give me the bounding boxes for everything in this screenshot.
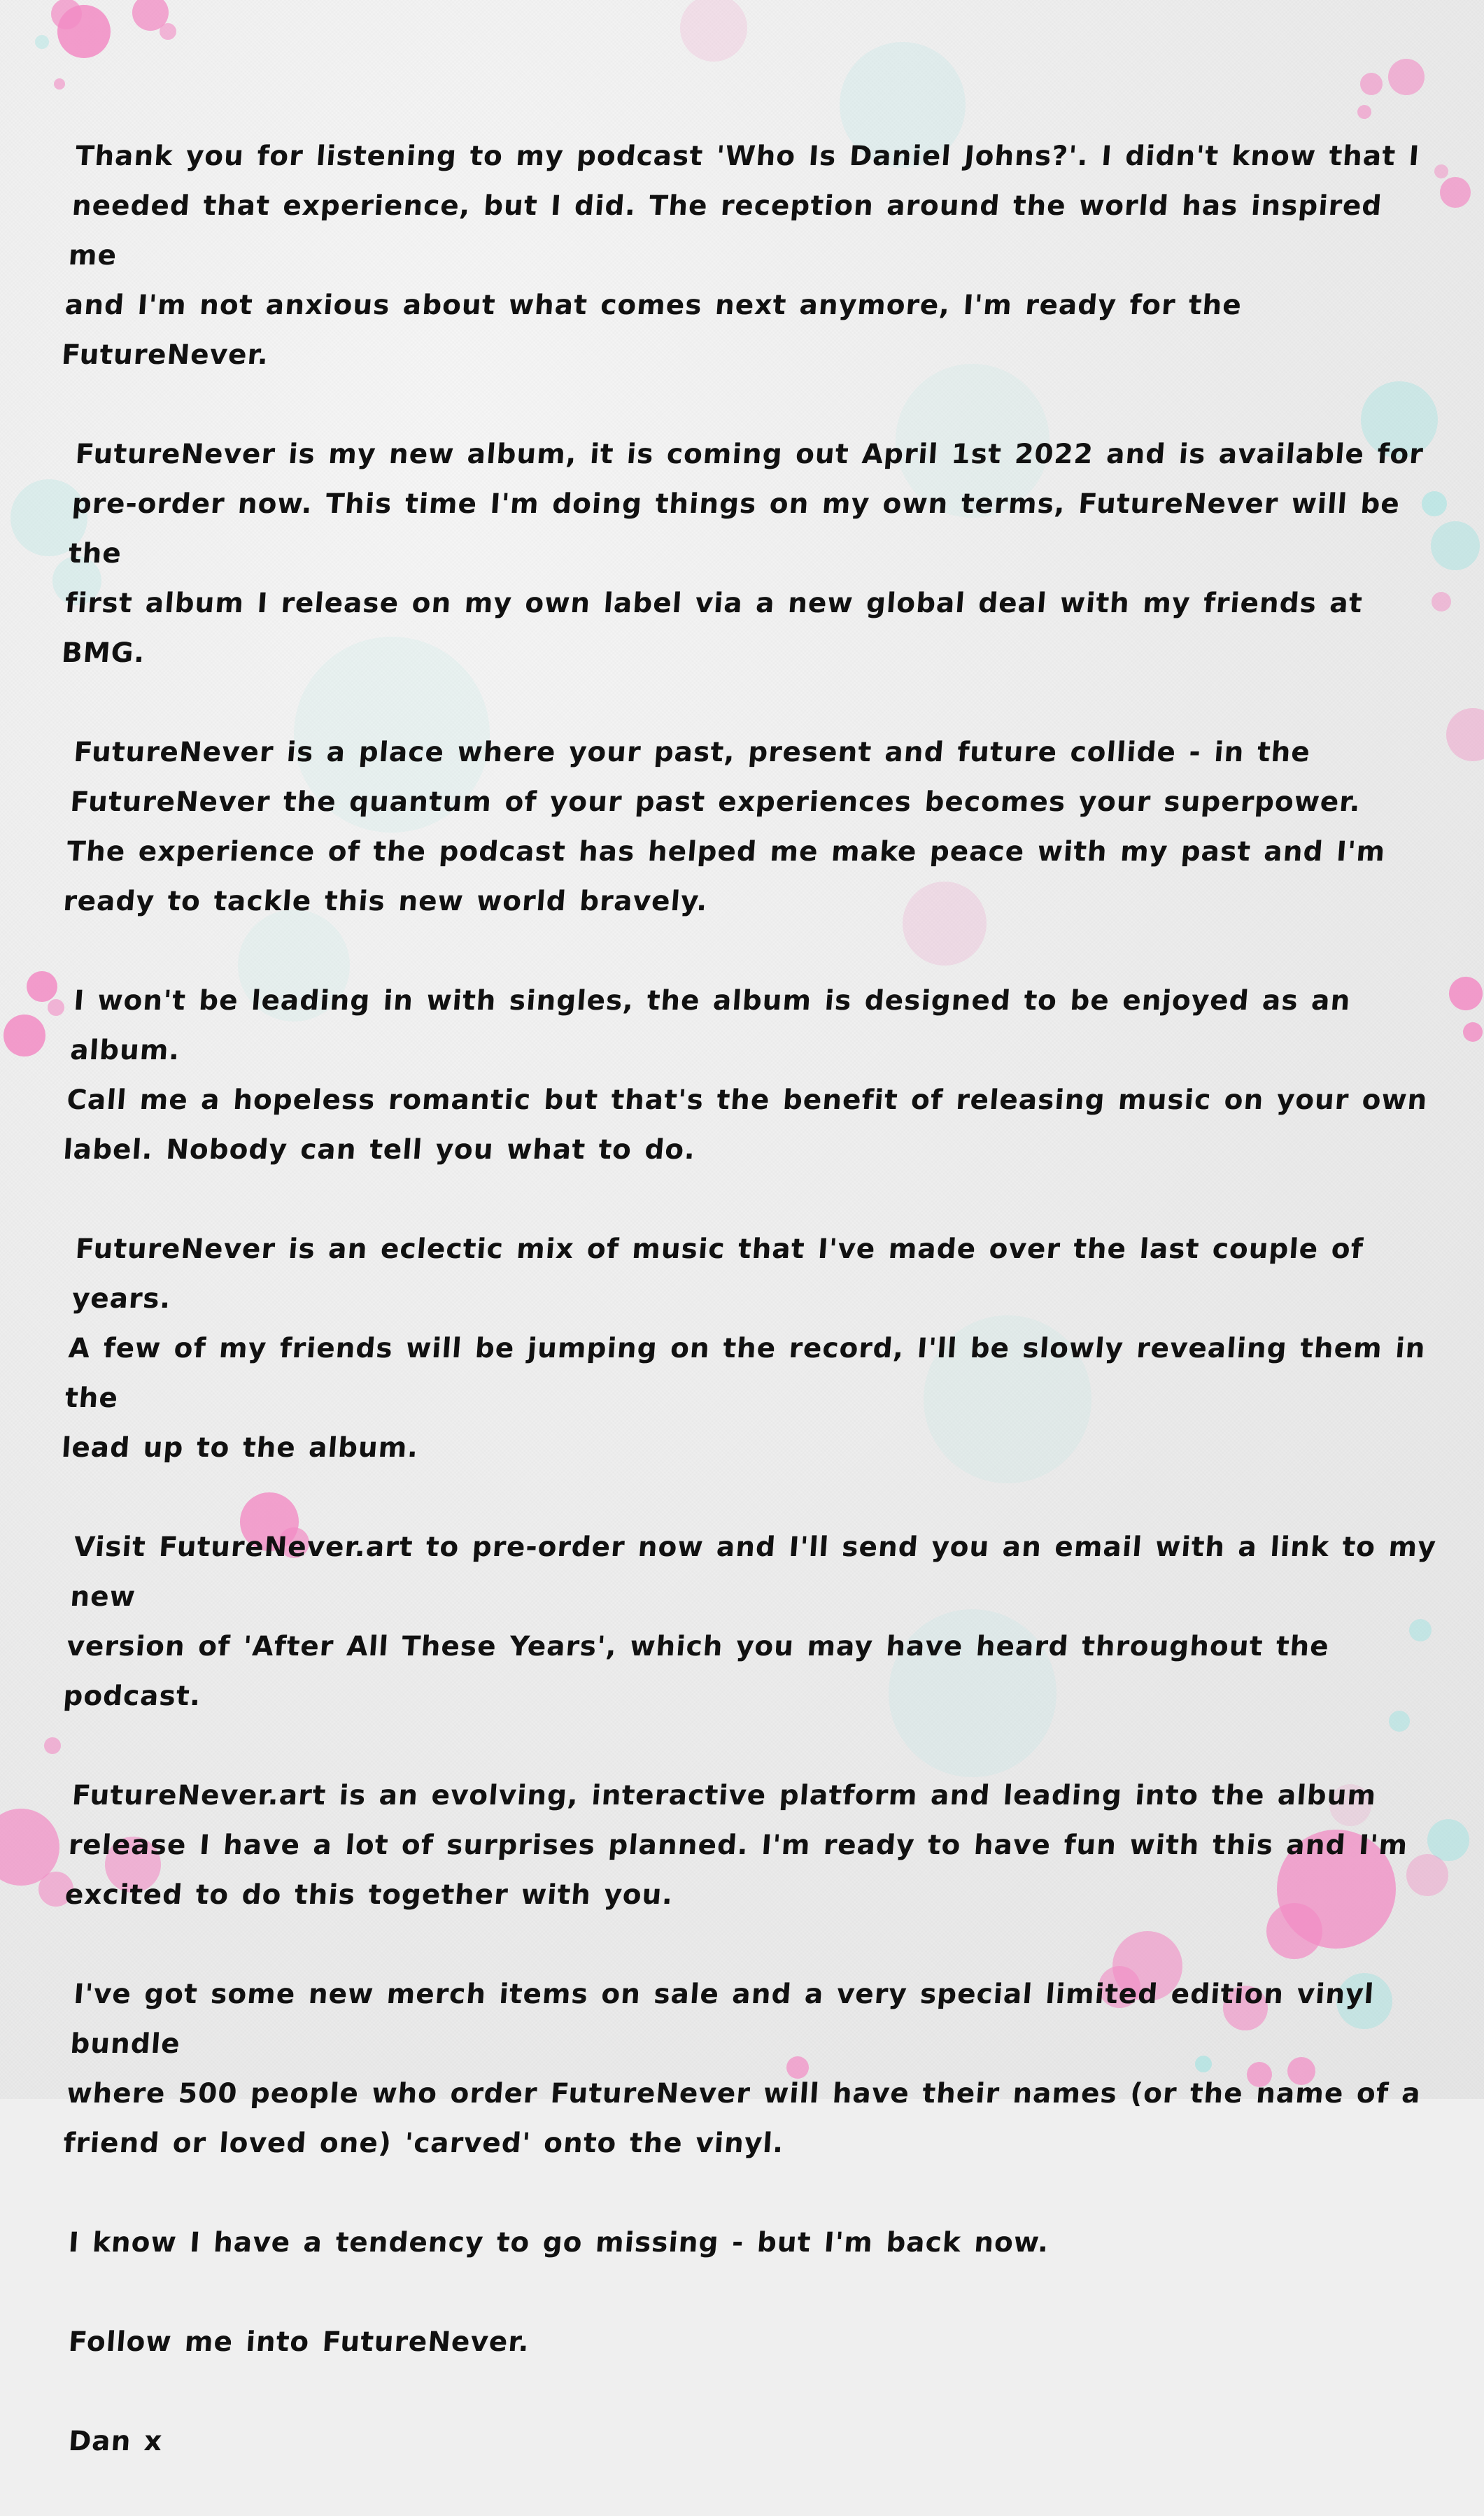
paragraph-album-announcement: FutureNever is my new album, it is coming out April 1st 2022 and is available for pre-order now. This time I'm doing things on my own terms, FutureNever will be the first album I release on my own label via a new global deal with my friends at BMG. bbox=[60, 439, 1425, 669]
paint-splatter-dot bbox=[51, 0, 82, 29]
paint-splatter-dot bbox=[54, 78, 65, 90]
paragraph-podcast-thanks: Thank you for listening to my podcast 'Who Is Daniel Johns?'. I didn't know that I needed that experience, but I did. The reception around the world has inspired me and I'm not anxious about what comes next anymore, I'm ready for the FutureNever. bbox=[60, 141, 1421, 371]
paragraph-merch-vinyl: I've got some new merch items on sale and a very special limited edition vinyl bundle where 500 people who order FutureNever will have their names (or the name of a friend or loved one) 'carved' onto the vinyl. bbox=[62, 1979, 1422, 2159]
paragraph-no-singles: I won't be leading in with singles, the album is designed to be enjoyed as an album. Call me a hopeless romantic but that's the benefit of releasing music on your own label. Nobody can tell you what to do. bbox=[62, 985, 1429, 1166]
paint-splatter-dot bbox=[1446, 708, 1484, 761]
paint-splatter-dot bbox=[3, 1015, 45, 1056]
paint-splatter-dot bbox=[1360, 73, 1383, 95]
paint-splatter-dot bbox=[44, 1737, 61, 1754]
signature: Dan x bbox=[67, 2426, 164, 2457]
paragraph-album-concept: FutureNever is a place where your past, present and future collide - in the FutureNever the quantum of your past experiences becomes your superpower. The experience of the podcast has helped me make peace with my past and I'm ready to tackle this new world bravely. bbox=[62, 737, 1387, 917]
paint-splatter-dot bbox=[27, 971, 57, 1002]
letter-body bbox=[60, 132, 1450, 2516]
paint-splatter-dot bbox=[1463, 1022, 1483, 1042]
paragraph-follow-me: Follow me into FutureNever. bbox=[67, 2326, 531, 2358]
paint-splatter-dot bbox=[1357, 105, 1371, 119]
paragraph-back-now: I know I have a tendency to go missing - but I'm back now. bbox=[67, 2227, 1050, 2259]
paint-splatter-dot bbox=[1388, 59, 1425, 95]
paint-splatter-dot bbox=[680, 0, 747, 62]
paint-splatter-dot bbox=[35, 35, 49, 49]
paragraph-eclectic-mix: FutureNever is an eclectic mix of music that I've made over the last couple of years. A few of my friends will be jumping on the record, I'll be slowly revealing them in the lead up to the album. bbox=[60, 1234, 1440, 1464]
paint-splatter-dot bbox=[48, 999, 64, 1016]
paragraph-preorder-link: Visit FutureNever.art to pre-order now and I'll send you an email with a link to my new version of 'After All These Years', which you may have heard throughout the podcast. bbox=[62, 1532, 1450, 1712]
paint-splatter-dot bbox=[1449, 977, 1483, 1010]
paint-splatter-dot bbox=[160, 23, 176, 40]
paragraph-platform: FutureNever.art is an evolving, interactive platform and leading into the album release I have a lot of surprises planned. I'm ready to have fun with this and I'm excited to do this together with you. bbox=[64, 1780, 1409, 1911]
